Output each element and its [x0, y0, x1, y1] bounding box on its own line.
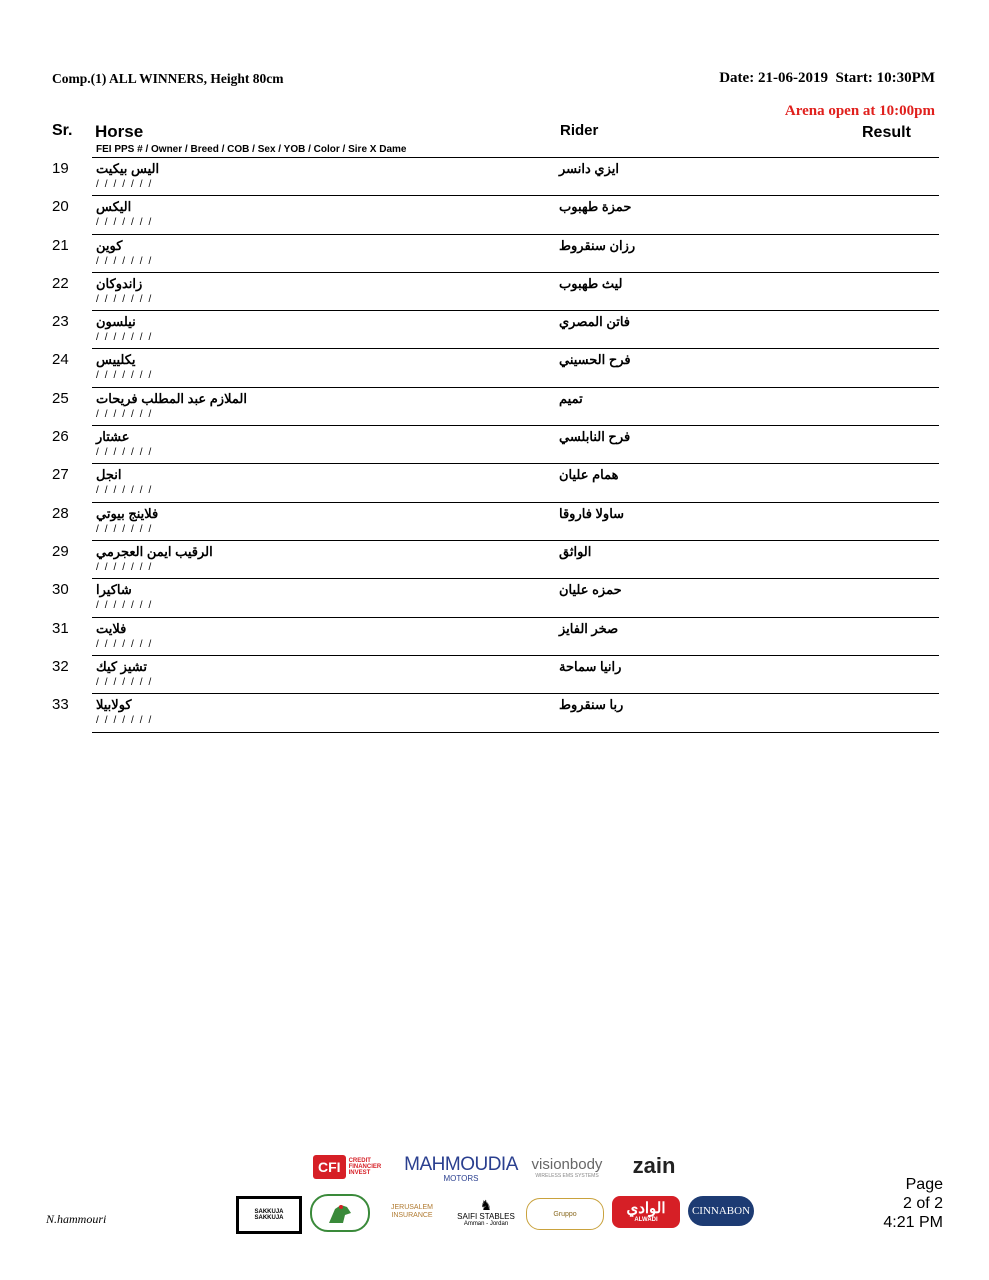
horse-details: / / / / / / / — [96, 600, 153, 612]
table-row — [52, 540, 939, 578]
visionbody-logo-sub: WIRELESS EMS SYSTEMS — [535, 1172, 599, 1179]
horse-details: / / / / / / / — [96, 408, 153, 420]
column-result: Result — [862, 124, 911, 141]
entry-number: 31 — [52, 619, 69, 637]
table-row — [52, 578, 939, 616]
rider-name: همام عليان — [559, 467, 619, 483]
jerusalem-insurance-logo — [378, 1196, 446, 1228]
entry-number: 24 — [52, 351, 69, 369]
cinnabon-logo-text: CINNABON — [691, 1205, 751, 1217]
horse-details: / / / / / / / — [96, 485, 153, 497]
rider-name: حمزة طهبوب — [559, 199, 632, 215]
column-horse-details: FEI PPS # / Owner / Breed / COB / Sex / YOB / Color / Sire X Dame — [96, 144, 407, 155]
page-count: 2 of 2 — [902, 1195, 943, 1212]
saifi-stables-logo — [450, 1196, 522, 1228]
table-row — [52, 655, 939, 693]
rider-name: حمزه عليان — [559, 582, 622, 598]
entry-number: 32 — [52, 657, 69, 675]
rider-name: ساولا فاروقا — [559, 505, 625, 521]
horse-details: / / / / / / / — [96, 447, 153, 459]
table-row — [52, 310, 939, 348]
entry-number: 28 — [52, 504, 69, 522]
competition-title: Comp.(1) ALL WINNERS, Height 80cm — [52, 71, 284, 86]
sakkuja-logo — [236, 1196, 302, 1234]
column-horse: Horse — [95, 122, 144, 141]
cfi-logo-mark: CFI — [313, 1155, 346, 1179]
horse-name: الملازم عبد المطلب فريحات — [96, 390, 247, 406]
horse-name: شاكيرا — [96, 582, 132, 598]
rider-name: رانيا سماحة — [559, 658, 622, 674]
rider-name: فرح الحسيني — [559, 352, 631, 368]
horse-name: عشتار — [96, 429, 130, 445]
horse-details: / / / / / / / — [96, 715, 153, 727]
table-row — [52, 502, 939, 540]
horse-details: / / / / / / / — [96, 255, 153, 267]
entry-number: 22 — [52, 274, 69, 292]
horse-details: / / / / / / / — [96, 676, 153, 688]
horse-details: / / / / / / / — [96, 523, 153, 535]
rider-name: ربا سنقروط — [559, 697, 624, 713]
column-sr: Sr. — [52, 122, 73, 139]
date-start: Date: 21-06-2019 Start: 10:30PM — [719, 70, 935, 86]
table-row — [52, 425, 939, 463]
entry-number: 27 — [52, 466, 69, 484]
mahmoudia-logo-text: MAHMOUDIA — [404, 1153, 518, 1175]
visionbody-logo-text: visionbody — [531, 1155, 603, 1173]
horse-name: يكلييس — [96, 352, 136, 368]
horse-name: فلايت — [96, 620, 127, 636]
arena-note: Arena open at 10:00pm — [784, 103, 935, 119]
entry-number: 21 — [52, 236, 69, 254]
entry-number: 33 — [52, 696, 69, 714]
horse-name: اليس بيكيت — [96, 161, 160, 176]
visionbody-logo — [526, 1150, 608, 1184]
rider-name: فاتن المصري — [559, 314, 631, 330]
table-row — [52, 157, 939, 195]
table-row — [52, 387, 939, 425]
rider-name: تميم — [559, 390, 583, 406]
alwadi-logo-text: الوادي — [626, 1200, 666, 1217]
mahmoudia-logo — [404, 1150, 518, 1186]
table-row — [52, 693, 939, 733]
saifi-logo-text: SAIFI STABLES — [457, 1211, 515, 1221]
cfi-logo-text: CREDIT FINANCIER INVEST — [348, 1158, 382, 1176]
rider-name: صخر الفايز — [559, 620, 619, 636]
zain-logo-text: zain — [632, 1153, 676, 1178]
horse-name: كوين — [96, 237, 123, 253]
rider-name: فرح النابلسي — [559, 429, 631, 445]
horse-name: الرقيب ايمن العجرمي — [96, 543, 213, 559]
table-row — [52, 617, 939, 655]
horse-name: تشيز كيك — [96, 658, 147, 674]
table-row — [52, 195, 939, 233]
print-time: 4:21 PM — [883, 1214, 943, 1231]
horse-name: كولابيلا — [96, 697, 132, 713]
horse-details: / / / / / / / — [96, 179, 153, 190]
rider-name: ايزي دانسر — [559, 161, 619, 176]
zain-logo — [625, 1152, 683, 1180]
rider-name: ليث طهبوب — [559, 275, 623, 291]
horse-name: زاندوكان — [96, 275, 143, 291]
horse-name: نيلسون — [96, 314, 136, 330]
mahmoudia-logo-sub: MOTORS — [443, 1173, 479, 1183]
table-row — [52, 348, 939, 386]
page-label: Page — [905, 1176, 943, 1193]
table-row — [52, 234, 939, 272]
entry-number: 19 — [52, 160, 69, 177]
jerusalem-logo-text: JERUSALEM INSURANCE — [390, 1204, 433, 1219]
saifi-logo-sub: Amman - Jordan — [463, 1220, 509, 1227]
signature: N.hammouri — [46, 1212, 107, 1226]
horse-name: اليكس — [96, 199, 132, 215]
gruppo-logo-text: Gruppo — [553, 1210, 577, 1218]
horse-details: / / / / / / / — [96, 370, 153, 382]
gruppo-logo — [526, 1198, 604, 1230]
horse-details: / / / / / / / — [96, 561, 153, 573]
entry-number: 30 — [52, 581, 69, 599]
table-row — [52, 463, 939, 501]
horse-details: / / / / / / / — [96, 293, 153, 305]
entry-number: 26 — [52, 428, 69, 446]
alwadi-logo-sub: ALWADI — [634, 1217, 658, 1223]
entry-number: 29 — [52, 542, 69, 560]
horse-name: فلاينج بيوتي — [96, 505, 159, 521]
table-row — [52, 272, 939, 310]
entry-number: 25 — [52, 389, 69, 407]
alqalam-logo — [310, 1194, 370, 1232]
horse-details: / / / / / / / — [96, 638, 153, 650]
cfi-logo — [313, 1152, 391, 1182]
horse-icon — [325, 1201, 355, 1225]
horse-name: انجل — [96, 467, 122, 483]
sakkuja-logo-text-bottom: SAKKUJA — [254, 1215, 284, 1221]
column-rider: Rider — [560, 122, 599, 139]
alwadi-logo — [612, 1196, 680, 1228]
entries-table — [0, 157, 989, 733]
entry-number: 20 — [52, 198, 69, 216]
entry-number: 23 — [52, 313, 69, 331]
page-info — [883, 1175, 943, 1232]
rider-name: رزان سنقروط — [559, 237, 636, 253]
cinnabon-logo — [688, 1196, 754, 1226]
horse-details: / / / / / / / — [96, 217, 153, 229]
sakkuja-logo-text: SAKKUJA — [254, 1209, 284, 1215]
rider-name: الواثق — [559, 543, 592, 559]
horse-silhouette-icon: ♞ — [479, 1196, 493, 1213]
horse-details: / / / / / / / — [96, 332, 153, 344]
